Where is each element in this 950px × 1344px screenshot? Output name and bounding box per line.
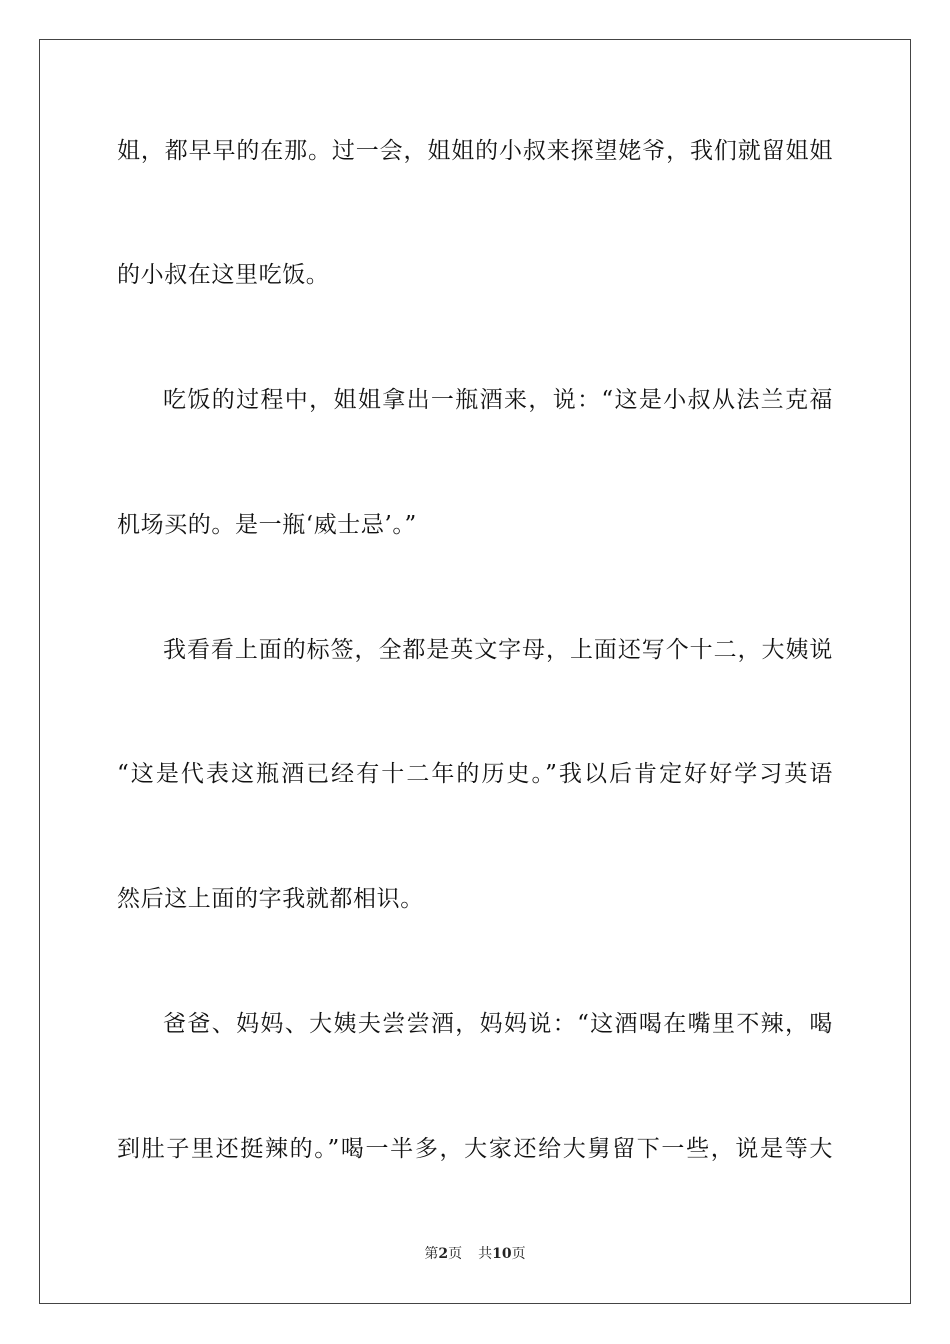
body-line-3: 吃饭的过程中，姐姐拿出一瓶酒来，说：“这是小叔从法兰克福	[163, 387, 833, 413]
body-line-6: “这是代表这瓶酒已经有十二年的历史。”我以后肯定好好学习英语	[117, 761, 833, 787]
footer-total-prefix: 共	[478, 1246, 493, 1262]
footer-page-prefix: 第	[424, 1246, 439, 1262]
footer-total-suffix: 页	[511, 1246, 526, 1262]
body-line-7: 然后这上面的字我就都相识。	[117, 886, 424, 912]
body-line-5: 我看看上面的标签，全都是英文字母，上面还写个十二，大姨说	[163, 637, 833, 663]
page-border	[39, 39, 911, 1304]
page-footer	[0, 1244, 950, 1264]
body-line-9: 到肚子里还挺辣的。”喝一半多，大家还给大舅留下一些，说是等大	[117, 1136, 833, 1162]
footer-total-pages: 10	[492, 1246, 512, 1262]
footer-page-suffix: 页	[448, 1246, 463, 1262]
footer-page-number: 2	[438, 1246, 449, 1262]
body-line-1: 姐，都早早的在那。过一会，姐姐的小叔来探望姥爷，我们就留姐姐	[117, 138, 833, 164]
body-line-2: 的小叔在这里吃饭。	[117, 262, 330, 288]
body-line-4: 机场买的。是一瓶‘威士忌’。”	[117, 512, 417, 538]
body-line-8: 爸爸、妈妈、大姨夫尝尝酒，妈妈说：“这酒喝在嘴里不辣，喝	[163, 1011, 833, 1037]
